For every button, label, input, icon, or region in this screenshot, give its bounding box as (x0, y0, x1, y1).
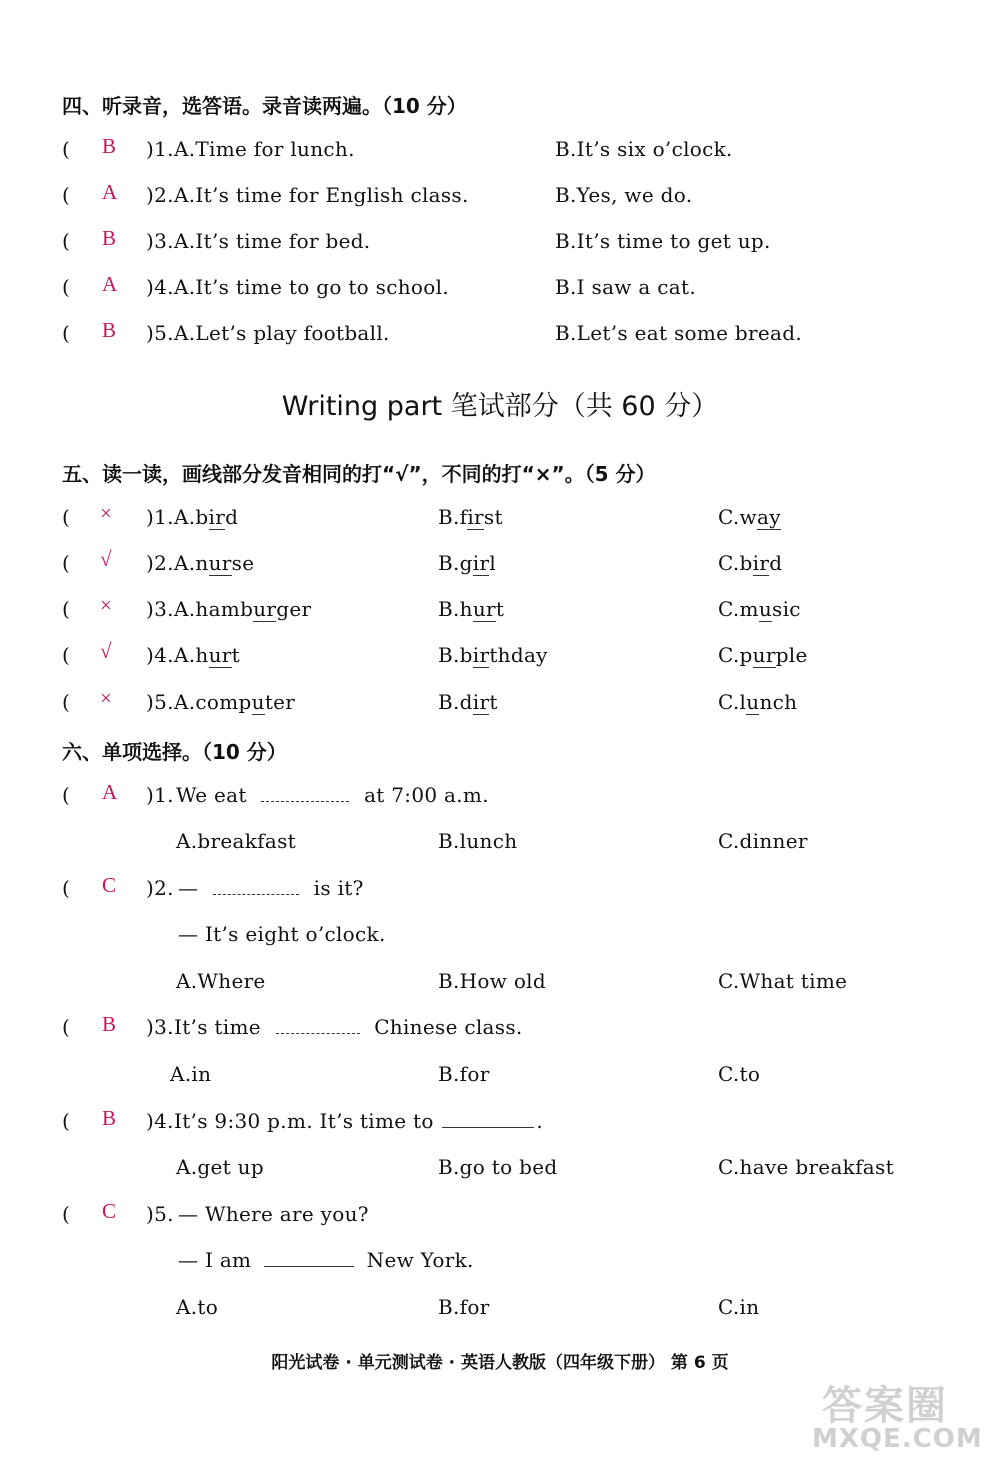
option-b: B.girl (438, 551, 497, 575)
option-b: B.for (438, 1062, 490, 1086)
paren-open: ( (62, 229, 70, 253)
option-c: C.in (718, 1295, 760, 1319)
option-c: C.to (718, 1062, 761, 1086)
item-number: )5. (146, 321, 174, 345)
answer: C (102, 1199, 117, 1223)
option-c: C.purple (718, 643, 808, 667)
question-text: — is it? (178, 876, 364, 900)
paren-open: ( (62, 690, 70, 714)
watermark-url: MXQE.COM (812, 1424, 983, 1454)
cross-mark-icon: × (100, 686, 112, 710)
underlined-letters: u (758, 597, 772, 621)
option-b: B.first (438, 505, 503, 529)
option-a: A.get up (176, 1155, 264, 1179)
cross-mark-icon: × (100, 501, 112, 525)
option-a: A.It’s time to go to school. (174, 275, 449, 299)
option-a: A.Time for lunch. (174, 137, 355, 161)
paren-open: ( (62, 1015, 70, 1039)
option-a: A.to (176, 1295, 219, 1319)
option-c: C.have breakfast (718, 1155, 894, 1179)
option-b: B.lunch (438, 829, 518, 853)
underlined-letters: ir (752, 551, 770, 575)
option-b: B.dirt (438, 690, 498, 714)
section6-header: 六、单项选择。（10 分） (62, 740, 287, 764)
underlined-letters: ir (208, 505, 226, 529)
option-b: B.Let’s eat some bread. (555, 321, 802, 345)
underlined-letters: u (746, 690, 760, 714)
option-c: C.lunch (718, 690, 798, 714)
option-a: A.It’s time for English class. (174, 183, 469, 207)
question-text: It’s time Chinese class. (174, 1015, 523, 1039)
underlined-letters: ur (472, 597, 496, 621)
option-c: C.dinner (718, 829, 808, 853)
item-number: )3. (146, 229, 174, 253)
item-number: )4. (146, 1109, 174, 1133)
underlined-letters: ir (472, 643, 490, 667)
option-a: A.hamburger (174, 597, 312, 621)
underlined-letters: ir (467, 505, 484, 529)
option-b: B.How old (438, 969, 546, 993)
paren-open: ( (62, 275, 70, 299)
question-response: — I am New York. (178, 1248, 474, 1272)
check-mark-icon: √ (100, 639, 112, 663)
answer-blank (264, 1252, 354, 1267)
option-a: A.in (170, 1062, 212, 1086)
option-a: A.hurt (174, 643, 240, 667)
option-b: B.for (438, 1295, 490, 1319)
option-b: B.birthday (438, 643, 548, 667)
answer-blank (276, 1019, 360, 1034)
question-text: — Where are you? (178, 1202, 369, 1226)
underlined-letters: ur (752, 643, 776, 667)
section4-header: 四、听录音，选答语。录音读两遍。（10 分） (62, 94, 467, 118)
answer: B (102, 318, 117, 342)
paren-open: ( (62, 597, 70, 621)
option-b: B.go to bed (438, 1155, 558, 1179)
question-text: It’s 9:30 p.m. It’s time to . (174, 1109, 544, 1133)
answer: A (102, 780, 118, 804)
paren-open: ( (62, 137, 70, 161)
underlined-letters: ur (208, 551, 232, 575)
section5-header: 五、读一读，画线部分发音相同的打“√”，不同的打“×”。（5 分） (62, 462, 656, 486)
paren-open: ( (62, 183, 70, 207)
paren-open: ( (62, 643, 70, 667)
underlined-letters: ir (472, 690, 490, 714)
answer: B (102, 134, 117, 158)
paren-open: ( (62, 876, 70, 900)
paren-open: ( (62, 783, 70, 807)
answer: B (102, 1106, 117, 1130)
paren-open: ( (62, 1202, 70, 1226)
item-number: )3. (146, 597, 174, 621)
option-c: C.way (718, 505, 781, 529)
option-a: A.It’s time for bed. (174, 229, 371, 253)
item-number: )4. (146, 643, 174, 667)
option-b: B.It’s time to get up. (555, 229, 771, 253)
item-number: )1. (146, 783, 174, 807)
page-footer: 阳光试卷 · 单元测试卷 · 英语人教版（四年级下册） 第 6 页 (271, 1353, 729, 1373)
answer: A (102, 272, 118, 296)
option-c: C.What time (718, 969, 848, 993)
option-a: A.computer (174, 690, 296, 714)
item-number: )3. (146, 1015, 174, 1039)
item-number: )2. (146, 551, 174, 575)
option-a: A.nurse (174, 551, 255, 575)
option-c: C.bird (718, 551, 783, 575)
answer-blank (261, 787, 349, 802)
answer: C (102, 873, 117, 897)
item-number: )5. (146, 690, 174, 714)
paren-open: ( (62, 505, 70, 529)
question-text: We eat at 7:00 a.m. (176, 783, 489, 807)
option-a: A.Where (176, 969, 266, 993)
underlined-letters: ay (756, 505, 781, 529)
underlined-letters: ir (472, 551, 490, 575)
answer-blank (442, 1113, 534, 1128)
option-a: A.Let’s play football. (174, 321, 390, 345)
underlined-letters: u (251, 690, 265, 714)
underlined-letters: ur (253, 597, 277, 621)
item-number: )2. (146, 183, 174, 207)
paren-open: ( (62, 1109, 70, 1133)
paren-open: ( (62, 551, 70, 575)
paren-open: ( (62, 321, 70, 345)
underlined-letters: ur (208, 643, 232, 667)
option-a: A.bird (174, 505, 239, 529)
answer-blank (213, 880, 299, 895)
writing-part-title: Writing part 笔试部分（共 60 分） (281, 391, 719, 422)
answer: B (102, 1012, 117, 1036)
option-b: B.It’s six o’clock. (555, 137, 733, 161)
question-response: — It’s eight o’clock. (178, 922, 386, 946)
option-b: B.hurt (438, 597, 505, 621)
answer: B (102, 226, 117, 250)
check-mark-icon: √ (100, 547, 112, 571)
item-number: )5. (146, 1202, 174, 1226)
cross-mark-icon: × (100, 593, 112, 617)
answer: A (102, 180, 118, 204)
option-a: A.breakfast (176, 829, 296, 853)
item-number: )4. (146, 275, 174, 299)
item-number: )2. (146, 876, 174, 900)
item-number: )1. (146, 137, 174, 161)
option-b: B.Yes, we do. (555, 183, 693, 207)
option-b: B.I saw a cat. (555, 275, 696, 299)
item-number: )1. (146, 505, 174, 529)
option-c: C.music (718, 597, 801, 621)
watermark-logo-text: 答案圈 (822, 1383, 948, 1429)
